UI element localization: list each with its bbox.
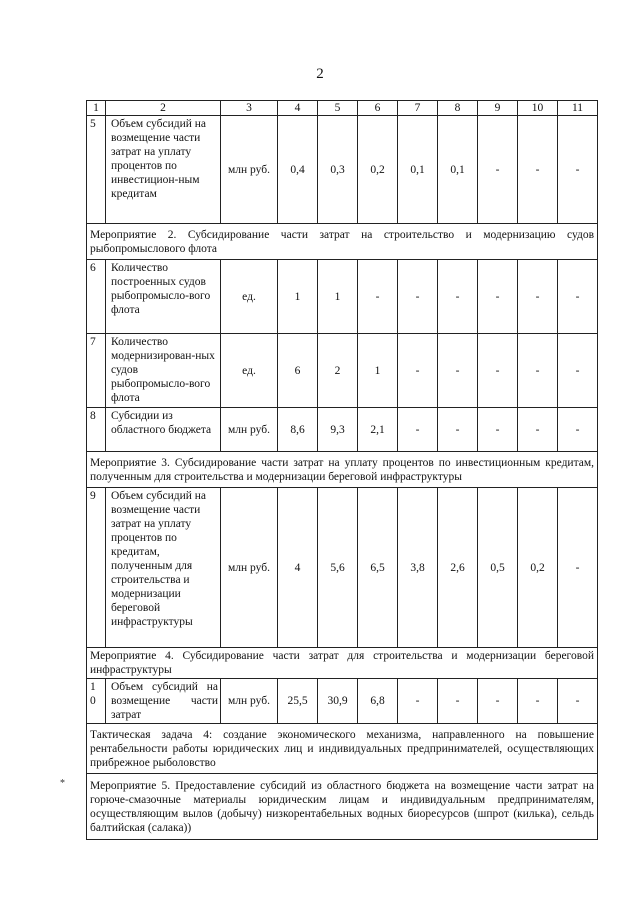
scan-artifact: * [60,778,65,789]
value-cell: - [558,488,598,648]
section-heading: Мероприятие 4. Субсидирование части затрат для строительства и модернизации береговой инфраструктуры [87,648,598,679]
value-cell: - [438,679,478,724]
unit-cell: млн руб. [221,488,278,648]
table-row [87,488,598,648]
row-number: 8 [87,408,106,452]
table-row [87,679,598,724]
table-row [87,408,598,452]
value-cell: 6 [278,334,318,408]
value-cell: - [398,679,438,724]
header-cell: 2 [106,101,221,116]
table-row [87,116,598,224]
value-cell: - [558,334,598,408]
row-number: 5 [87,116,106,224]
section-heading: Мероприятие 2. Субсидирование части затрат на строительство и модернизацию судов рыбопромыслового флота [87,224,598,260]
value-cell: - [438,408,478,452]
section-row [87,774,598,840]
value-cell: - [438,260,478,334]
section-row [87,648,598,679]
value-cell: 1 [278,260,318,334]
unit-cell: ед. [221,334,278,408]
value-cell: 4 [278,488,318,648]
value-cell: 30,9 [318,679,358,724]
value-cell: - [478,679,518,724]
value-cell: - [478,116,518,224]
header-cell: 8 [438,101,478,116]
task-heading: Тактическая задача 4: создание экономического механизма, направленного на повышение рентабельности работы юридических лиц и индивидуальных предпринимателей, осуществляющих прибрежное рыболовство [87,724,598,774]
value-cell: - [438,334,478,408]
value-cell: 0,1 [438,116,478,224]
value-cell: - [478,408,518,452]
header-cell: 6 [358,101,398,116]
value-cell: 6,5 [358,488,398,648]
row-number: 7 [87,334,106,408]
value-cell: 2 [318,334,358,408]
value-cell: 25,5 [278,679,318,724]
indicator-name: Количество построенных судов рыбопромысло-вого флота [106,260,221,334]
value-cell: - [518,116,558,224]
value-cell: - [398,260,438,334]
page-number: 2 [316,66,324,82]
value-cell: 9,3 [318,408,358,452]
value-cell: 1 [358,334,398,408]
value-cell: 2,6 [438,488,478,648]
value-cell: - [398,408,438,452]
indicator-name: Субсидии из областного бюджета [106,408,221,452]
indicator-name: Объем субсидий на возмещение части затрат [106,679,221,724]
value-cell: - [558,116,598,224]
value-cell: - [518,679,558,724]
value-cell: - [478,260,518,334]
table-header-row [87,101,598,116]
unit-cell: млн руб. [221,408,278,452]
value-cell: - [558,679,598,724]
header-cell: 3 [221,101,278,116]
row-number: 9 [87,488,106,648]
value-cell: - [558,260,598,334]
value-cell: 0,2 [518,488,558,648]
header-cell: 4 [278,101,318,116]
value-cell: - [558,408,598,452]
header-cell: 7 [398,101,438,116]
section-row [87,452,598,488]
indicators-table [86,100,598,840]
header-cell: 11 [558,101,598,116]
value-cell: 0,1 [398,116,438,224]
unit-cell: млн руб. [221,679,278,724]
indicator-name: Объем субсидий на возмещение части затрат на уплату процентов по инвестицион-ным кредитам [106,116,221,224]
section-row [87,724,598,774]
value-cell: - [518,408,558,452]
value-cell: - [398,334,438,408]
value-cell: - [478,334,518,408]
value-cell: - [518,334,558,408]
value-cell: 0,2 [358,116,398,224]
unit-cell: ед. [221,260,278,334]
row-number: 1 0 [87,679,106,724]
unit-cell: млн руб. [221,116,278,224]
header-cell: 9 [478,101,518,116]
value-cell: 0,5 [478,488,518,648]
row-number: 6 [87,260,106,334]
value-cell: 0,4 [278,116,318,224]
value-cell: 3,8 [398,488,438,648]
section-row [87,224,598,260]
table-row [87,334,598,408]
header-cell: 1 [87,101,106,116]
section-heading: Мероприятие 5. Предоставление субсидий из областного бюджета на возмещение части затрат на горюче-смазочные материалы юридическим лицам и индивидуальным предпринимателям, осуществляющим вылов (добычу) низкорентабельных водных биоресурсов (шпрот (килька), сельдь балтийская (салака)) [87,774,598,840]
value-cell: 6,8 [358,679,398,724]
value-cell: - [358,260,398,334]
value-cell: 8,6 [278,408,318,452]
header-cell: 10 [518,101,558,116]
value-cell: 5,6 [318,488,358,648]
table-row [87,260,598,334]
value-cell: 0,3 [318,116,358,224]
value-cell: - [518,260,558,334]
header-cell: 5 [318,101,358,116]
value-cell: 2,1 [358,408,398,452]
section-heading: Мероприятие 3. Субсидирование части затрат на уплату процентов по инвестиционным кредитам, полученным для строительства и модернизации береговой инфраструктуры [87,452,598,488]
indicator-name: Объем субсидий на возмещение части затрат на уплату процентов по кредитам, полученным для строительства и модернизации береговой инфраструктуры [106,488,221,648]
indicator-name: Количество модернизирован-ных судов рыбопромысло-вого флота [106,334,221,408]
value-cell: 1 [318,260,358,334]
